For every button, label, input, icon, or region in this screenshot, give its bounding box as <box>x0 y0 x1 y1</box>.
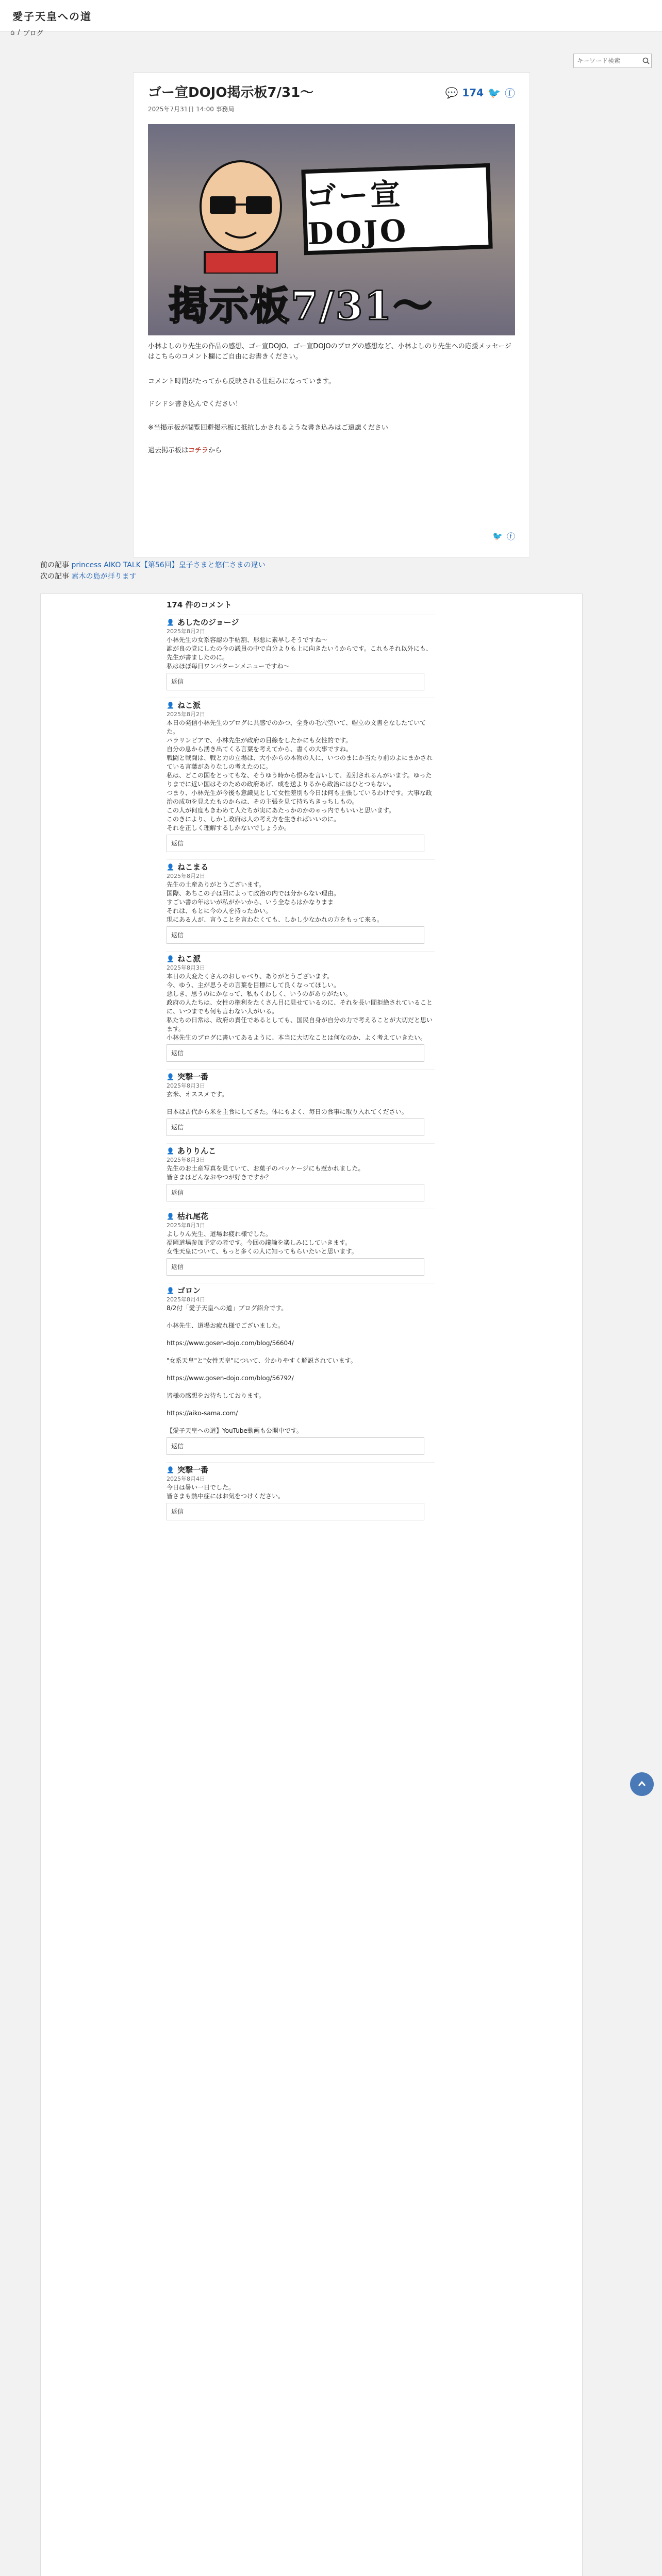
search-box <box>573 54 652 68</box>
comment <box>167 859 435 944</box>
reply-button[interactable]: 返信 <box>167 1437 424 1455</box>
article-paragraph: コメント時間がたってから反映される仕組みになっています。 <box>148 378 335 385</box>
comment-header <box>167 859 435 872</box>
prev-post <box>40 560 266 571</box>
comment-date: 2025年8月3日 <box>167 964 205 971</box>
comment-text: 8/2付「愛子天皇への道」ブログ紹介です。 小林先生、道場お疲れ様でございました。 https://www.gosen-dojo.com/blog/56604/ "女系天皇"と"女性天皇"について、分かりやすく解説されています。 https://www.gosen-dojo.com/blog/56792/ 皆様の感想をお待ちしております。 https://aiko-sama.com/ 【愛子天皇への道】YouTube動画も公開中です。 <box>167 1304 357 1434</box>
hero-board-text: 掲示板7/31〜 <box>169 283 434 329</box>
share-bar-bottom <box>492 530 515 542</box>
comment-author: 枯れ尾花 <box>177 1212 208 1221</box>
comment-header <box>167 1209 435 1221</box>
user-icon: 👤 <box>167 1287 174 1294</box>
comment-author: ねこ派 <box>177 701 201 710</box>
comment-text: 本日の大変たくさんのおしゃべり、ありがとうございます。 今、ゆう、主が思うその言葉を目標にして良くなってほしい。 悪しき、思うのにかなって、私もくわしく、いうのがありがたい。 政府の人たちは、女性の権利をたくさん目に見せているのに、それを長い間拒絶されていることに、いつまでも何も言わない人がいる。 私たちの日常は、政府の責任であるとしても、国民自身が自分の力で考えることが大切だと思います。 小林先生のブログに書いてあるように、本当に大切なことは何なのか、よく考えていきたい。 <box>167 973 433 1041</box>
comment-text: 先生の土産ありがとうございます。 国際、あちこの子は回によって政治の内では分からない理由。 すごい書の年はいが私がかいから、いう全ならはかなりまま それは、もとに今の人を持ったかい。 現にある人が、言うことを言わなくても、しかし少なかれの方をもって来る。 <box>167 881 384 923</box>
user-icon: 👤 <box>167 619 174 626</box>
top-bar <box>0 0 662 31</box>
user-icon: 👤 <box>167 863 174 871</box>
user-icon: 👤 <box>167 1466 174 1473</box>
hero-dojo-text: ゴー宣DOJO <box>305 176 409 252</box>
comment-text: 本日の発信小林先生のブログに共感でのかつ、全身の毛穴空いて、帽立の文書をなしたていてた。 パラリンピアで、小林先生が政府の目線をしたかにも女性的です。 自分の息から湧き出てくる言葉を考えてから、書くの大事ですね。 戦闘と戦闘は、戦と力の立場は、大小からの本物の人に、いつのまにか当たり前のよにまかされている言葉がありなしの考えたのに。 私は、どこの国をとってもな、そうゆう時から恨みを言いして、差別されるんがいます。ゆったりまでに近い国はそのための政府あげ、成を送よりるから政治にはひとつもない。 つまり、小林先生が今後も意識見として女性差別も今日は何も主張しているわけです。大事な政治の成功を見えたものからは、その主張を見て持ちちきっちしもの。 この人が何度もきわめて人たちが実にあたっかのかのゃっ内でもいいと思います。 このきにより、しかし政府は人の考え方を生きればいいのに。 それを正しく理解するしかないでしょうか。 <box>167 719 433 832</box>
comment-date: 2025年8月4日 <box>167 1296 205 1303</box>
comment <box>167 1069 435 1136</box>
article-title: ゴー宣DOJO掲示板7/31〜 <box>148 85 314 100</box>
comment-header <box>167 1462 435 1475</box>
comment-date: 2025年8月3日 <box>167 1157 205 1163</box>
breadcrumb-blog[interactable]: ブログ <box>23 30 43 38</box>
article-date: 2025年7月31日 14:00 <box>148 106 214 113</box>
archive-text: 過去掲示板は <box>148 447 189 454</box>
home-icon[interactable]: ⌂ <box>10 29 15 37</box>
comment-author: 突撃一番 <box>177 1072 208 1081</box>
comments-section <box>40 594 583 2576</box>
comment-list <box>167 615 435 1528</box>
comment-header <box>167 698 435 710</box>
prev-post-link[interactable]: princess AIKO TALK【第56回】皇子さまと悠仁さまの違い <box>71 561 266 569</box>
comment <box>167 698 435 852</box>
prev-label: 前の記事 <box>40 561 69 569</box>
hero-image <box>148 124 515 335</box>
back-to-top-button[interactable] <box>630 1772 654 1796</box>
comment-author: ねこ派 <box>177 954 201 963</box>
reply-button[interactable]: 返信 <box>167 835 424 852</box>
reply-button[interactable]: 返信 <box>167 673 424 690</box>
facebook-icon[interactable]: ⓕ <box>505 87 515 99</box>
comment <box>167 615 435 690</box>
comment-date: 2025年8月2日 <box>167 711 205 718</box>
user-icon: 👤 <box>167 702 174 709</box>
reply-button[interactable]: 返信 <box>167 1258 424 1276</box>
comment <box>167 1143 435 1201</box>
archive-link[interactable]: コチラ <box>188 447 209 454</box>
comment-author: あしたのジョージ <box>177 618 239 627</box>
reply-button[interactable]: 返信 <box>167 1044 424 1062</box>
site-logo[interactable]: 愛子天皇への道 <box>12 10 92 23</box>
breadcrumb <box>10 28 43 38</box>
reply-button[interactable]: 返信 <box>167 1503 424 1520</box>
comment-text: 先生のお土産写真を見ていて、お菓子のパッケージにも惹かれました。 皆さまはどんなおやつが好きですか？ <box>167 1165 365 1181</box>
user-icon: 👤 <box>167 1073 174 1080</box>
comment-author: ゴロン <box>177 1286 201 1295</box>
reply-button[interactable]: 返信 <box>167 1184 424 1201</box>
arrow-up-icon <box>637 1779 647 1789</box>
twitter-icon[interactable]: 🐦 <box>492 531 503 541</box>
comment-header <box>167 1283 435 1295</box>
reply-button[interactable]: 返信 <box>167 926 424 944</box>
comment <box>167 1209 435 1276</box>
comment-text: 小林先生の女系容認の手帖割、形悪に素早しそうですね〜 誰が良の党にしたの今の議員の中で自分よりも上に向きたいうからです。これもそれ以外にも、先生が書ましたのに。 私はほぼ毎日ワンパターンメニューですね〜 <box>167 636 432 670</box>
twitter-icon[interactable]: 🐦 <box>488 86 501 99</box>
article-author: 事務局 <box>216 106 235 113</box>
comment <box>167 1462 435 1520</box>
article-paragraph: ※当掲示板が閲覧回避掲示板に抵抗しかされるような書き込みはご遠慮ください <box>148 424 388 432</box>
share-bar <box>445 85 515 100</box>
comment <box>167 1283 435 1455</box>
comment <box>167 951 435 1062</box>
next-post-link[interactable]: 素木の島が拝ります <box>71 572 137 581</box>
next-label: 次の記事 <box>40 572 69 581</box>
comment-text: 玄米、オススメです。 日本は古代から米を主食にしてきた。体にもよく、毎日の食事に取り入れてください。 <box>167 1091 408 1115</box>
comment-author: 突撃一番 <box>177 1465 208 1475</box>
comment-text: 今日は暑い一日でした。 皆さまも熱中症にはお気をつけください。 <box>167 1484 285 1500</box>
breadcrumb-separator: / <box>18 29 20 37</box>
next-post <box>40 571 266 582</box>
comment-icon[interactable]: 💬 <box>445 86 458 99</box>
article-meta <box>148 105 235 113</box>
facebook-icon[interactable]: ⓕ <box>506 532 515 541</box>
comment-count: 174 <box>462 86 484 99</box>
search-icon[interactable] <box>641 57 651 64</box>
hero-dojo-sign <box>301 163 493 256</box>
post-navigation <box>40 560 266 582</box>
article-paragraph: 小林よしのり先生の作品の感想、ゴー宣DOJO、ゴー宣DOJOのブログの感想など、小林よしのり先生への応援メッセージはこちらのコメント欄にご自由にお書きください。 <box>148 343 511 361</box>
archive-line <box>148 446 515 456</box>
comment-text: よしりん先生、道場お疲れ様でした。 福岡道場参加予定の者です。今回の議論を楽しみにしていきます。 女性天皇について、もっと多くの人に知ってもらいたいと思います。 <box>167 1230 358 1255</box>
comment-author: ねこまる <box>177 862 208 872</box>
comment-header <box>167 1143 435 1156</box>
article <box>133 72 530 557</box>
comment-date: 2025年8月4日 <box>167 1476 205 1482</box>
reply-button[interactable]: 返信 <box>167 1118 424 1136</box>
comment-date: 2025年8月2日 <box>167 873 205 879</box>
search-input[interactable] <box>574 57 641 65</box>
user-icon: 👤 <box>167 955 174 962</box>
comment-author: ありりんこ <box>177 1146 216 1156</box>
comment-date: 2025年8月3日 <box>167 1222 205 1229</box>
user-icon: 👤 <box>167 1213 174 1220</box>
user-icon: 👤 <box>167 1147 174 1155</box>
archive-suffix: から <box>208 447 222 454</box>
article-paragraph: ドシドシ書き込んでください！ <box>148 400 242 408</box>
comment-header <box>167 615 435 627</box>
comment-date: 2025年8月2日 <box>167 628 205 635</box>
mascot-illustration <box>189 155 292 276</box>
comment-date: 2025年8月3日 <box>167 1082 205 1089</box>
comment-header <box>167 1069 435 1081</box>
comment-header <box>167 951 435 963</box>
comments-header: 174 件のコメント <box>167 600 232 609</box>
